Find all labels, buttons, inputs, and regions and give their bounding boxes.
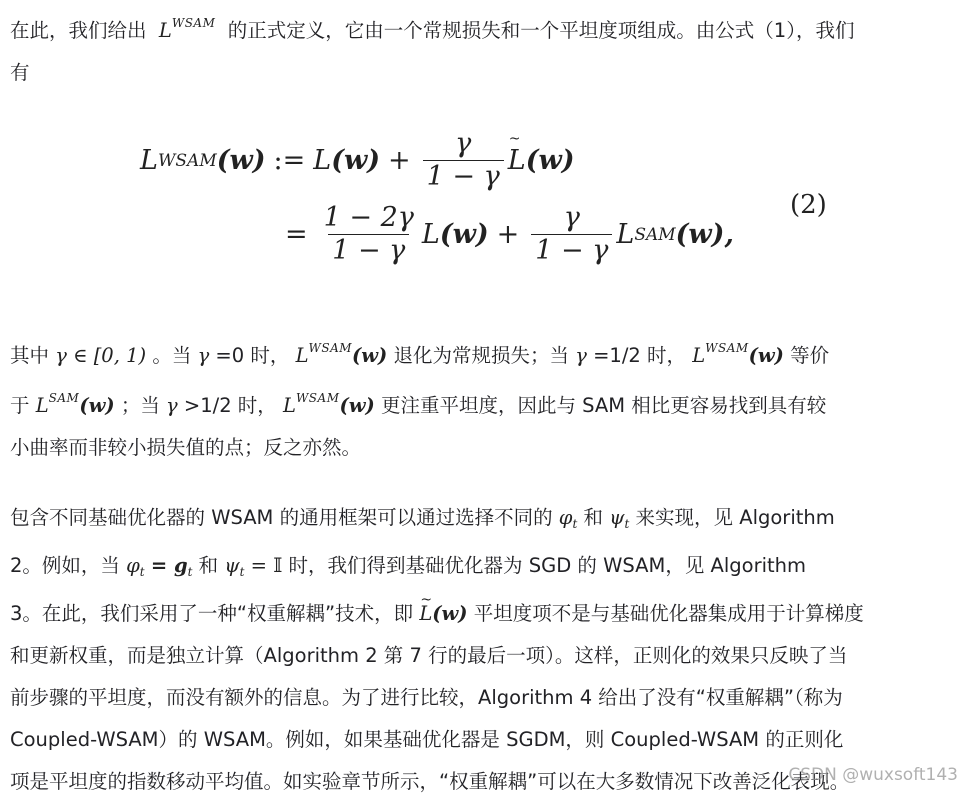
- framework-line-1: 包含不同基础优化器的 WSAM 的通用框架可以通过选择不同的 $\varphi_t$ 和 $\psi_t$ 来实现，见 Algorithm: [10, 506, 835, 531]
- gamma-line-2: 于 $L^{SAM}(w)$ ；当 γ >1/2 时， $L^{WSAM}(w)$ 更注重平坦度，因此与 SAM 相比更容易找到具有较: [10, 391, 827, 417]
- intro-text-before: 在此，我们给出: [10, 19, 147, 42]
- equation-row-2: = $\frac{1 - 2\gamma}{1 - \gamma}$ L (w) + $\frac{\gamma}{1 - \gamma}$ L SAM (w),: [285, 202, 734, 266]
- math-psi-t: $\psi_t$: [609, 506, 630, 531]
- math-gamma: γ: [166, 394, 178, 417]
- intro-text-after: 的正式定义，它由一个常规损失和一个平坦度项组成。由公式（1），我们: [227, 19, 855, 42]
- math-L-sam-w: $L^{SAM}(w)$: [35, 391, 115, 417]
- framework-line-2: 2。例如，当 $\varphi_t = g_t$ 和 $\psi_t$ = 𝕀 时，我们得到基础优化器为 SGD 的 WSAM，见 Algorithm: [10, 554, 807, 579]
- equation-2: [140, 128, 860, 278]
- math-phi-t: $\varphi_t$: [558, 506, 578, 531]
- fraction-1-minus-2gamma: $\frac{1 - 2\gamma}{1 - \gamma}$: [323, 202, 414, 266]
- gamma-line-3: 小曲率而非较小损失值的点；反之亦然。: [10, 436, 362, 459]
- intro-line-1: [10, 2, 960, 52]
- intro-line-2: 有: [10, 61, 30, 84]
- math-psi-eq-identity: $\psi_t$ = 𝕀: [224, 554, 283, 579]
- fraction-gamma-2: $\frac{\gamma}{1 - \gamma}$: [531, 202, 612, 267]
- math-L-wsam-w: $L^{WSAM}(w)$: [283, 391, 375, 417]
- math-L-wsam-w: $L^{WSAM}(w)$: [295, 341, 388, 367]
- equation-row-1: L WSAM (w) := L (w) + $\frac{\gamma}{1 - \gamma}$ ~ L (w): [140, 128, 574, 193]
- math-L-tilde-w: ~ L(w): [419, 602, 467, 625]
- math-gamma: γ: [575, 344, 587, 367]
- framework-line-7: 项是平坦度的指数移动平均值。如实验章节所示，“权重解耦”可以在大多数情况下改善泛化表现。: [10, 770, 850, 793]
- equation-number: (2): [790, 190, 827, 220]
- framework-line-5: 前步骤的平坦度，而没有额外的信息。为了进行比较，Algorithm 4 给出了没有“权重解耦”（称为: [10, 686, 843, 709]
- paragraph-framework: [10, 497, 960, 803]
- math-L-wsam: $L^{WSAM}$: [158, 16, 216, 42]
- math-gamma: γ: [197, 344, 210, 367]
- paragraph-intro: [10, 2, 960, 94]
- gamma-line-1: 其中 γ ∈ [0, 1) 。当 γ =0 时， $L^{WSAM}(w)$ 退化为常规损失；当 γ =1/2 时， $L^{WSAM}(w)$ 等价: [10, 341, 830, 367]
- math-L-wsam-w: $L^{WSAM}(w)$: [692, 341, 784, 367]
- framework-line-6: Coupled-WSAM）的 WSAM。例如，如果基础优化器是 SGDM，则 Coupled-WSAM 的正则化: [10, 728, 844, 751]
- fraction-gamma: $\frac{\gamma}{1 - \gamma}$: [423, 128, 504, 193]
- math-gamma-range: γ ∈ [0, 1): [55, 344, 147, 367]
- paragraph-gamma: [10, 327, 960, 469]
- framework-line-4: 和更新权重，而是独立计算（Algorithm 2 第 7 行的最后一项）。这样，正则化的效果只反映了当: [10, 644, 848, 667]
- watermark: CSDN @wuxsoft143: [788, 765, 958, 785]
- framework-line-3: 3。在此，我们采用了一种“权重解耦”技术，即 ~ L(w) 平坦度项不是与基础优化器集成用于计算梯度: [10, 593, 960, 635]
- math-phi-eq-g: $\varphi_t = g_t$: [126, 554, 193, 579]
